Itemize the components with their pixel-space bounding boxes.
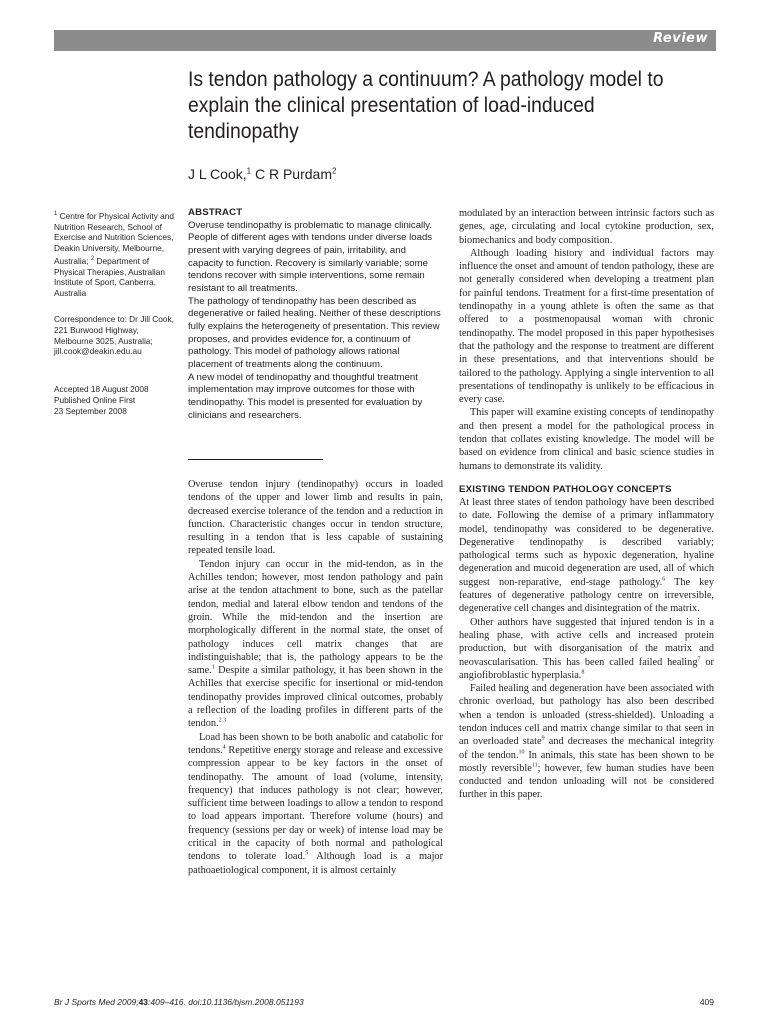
article-title: Is tendon pathology a continuum? A pathology model to explain the clinical presentation of load-induced tendinopathy xyxy=(188,67,664,143)
journal-name: Br J Sports Med xyxy=(54,997,115,1007)
abstract xyxy=(188,207,443,422)
body-paragraph xyxy=(459,616,714,682)
page-number: 409 xyxy=(699,997,714,1007)
author-1-affiliation-ref: 1 xyxy=(246,166,252,176)
affiliation-2: Department of Physical Therapies, Australian Institute of Sport, Canberra, Australia xyxy=(54,255,165,299)
body-column-left xyxy=(188,478,443,877)
citation-ref: 4 xyxy=(222,744,226,751)
text-run: Although load is a major pathoaetiological component, it is almost certainly xyxy=(188,851,444,876)
citation-ref: 5 xyxy=(305,850,309,857)
citation-ref: 6 xyxy=(662,576,666,583)
text-run: Failed healing and degeneration have been associated with chronic overload, but pathology has also been described when a tendon is unloaded (stress-shielded). Unloading a tendon induces cell and matrix change similar to that seen in an overloaded state xyxy=(459,683,714,748)
correspondence-text: Correspondence to: Dr Jill Cook, 221 Burwood Highway, Melbourne 3025, Australia; jill.cook@deakin.edu.au xyxy=(54,314,174,357)
published-online-date: 23 September 2008 xyxy=(54,405,127,416)
abstract-divider xyxy=(188,459,323,460)
author-list xyxy=(188,166,336,182)
affiliation-1: Centre for Physical Activity and Nutrition Research, School of Exercise and Nutrition Sciences, Deakin University, Melbourne, Australia; xyxy=(54,210,175,266)
journal-year: 2009; xyxy=(114,997,139,1007)
author-1: J L Cook, xyxy=(188,166,247,182)
section-heading: EXISTING TENDON PATHOLOGY CONCEPTS xyxy=(459,483,672,495)
citation-ref: 9 xyxy=(541,735,545,742)
text-run: In animals, this state has been shown to be mostly reversible xyxy=(459,749,715,774)
footer-citation xyxy=(54,997,304,1007)
author-2-affiliation-ref: 2 xyxy=(332,166,337,176)
text-run: Other authors have suggested that injured tendon is in a healing phase, with active cells and increased protein production, but with disorganisation of the matrix and neovascularisation. This has been called failed healing xyxy=(459,616,714,668)
text-run: Repetitive energy storage and release and excessive compression appear to be key factors in the onset of tendinopathy. The amount of load (volume, intensity, frequency) that induces pathology is not clear; however, sufficient time between loadings to allow a tendon to respond to load appears important. Therefore volume (hours) and frequency (sessions per day or week) of intense load may be critical in the capacity of both normal and pathological tendons to tolerate load. xyxy=(188,744,443,863)
abstract-paragraph: Overuse tendinopathy is problematic to manage clinically. People of different ages with tendons under diverse loads present with varying degrees of pain, irritability, and capacity to function. Recovery is similarly variable; some tendons recover with simple interventions, some remain resistant to all treatments. xyxy=(188,219,433,294)
journal-volume: 43 xyxy=(138,997,149,1007)
citation-ref: 1 xyxy=(211,664,215,671)
body-paragraph: This paper will examine existing concepts of tendinopathy and then present a model for the pathological process in tendon that collates existing knowledge. The model will be based on evidence from clinical and basic science studies in humans to demonstrate its validity. xyxy=(459,407,714,472)
text-run: and decreases the mechanical integrity of the tendon. xyxy=(459,736,714,761)
citation-ref: 11 xyxy=(531,762,538,769)
text-run: At least three states of tendon pathology have been described to date. Following the demise of a primary inflammatory model, tendinopathy was considered to be degenerative. Degenerative tendinopathy is described variably; pathological terms such as hypoxic degeneration, hyaline degeneration and mucoid degeneration are used, all of which suggest non-reparative, end-stage pathology. xyxy=(459,496,714,588)
body-paragraph xyxy=(188,731,443,877)
section-header-bar xyxy=(54,30,716,51)
body-column-right xyxy=(459,207,714,802)
text-run: Despite a similar pathology, it has been shown in the Achilles that exercise specific for insertional or mid-tendon tendinopathy provides improved clinical outcomes, probably a reflection of the loading profiles in different parts of the tendon. xyxy=(188,665,443,730)
text-run: Tendon injury can occur in the mid-tendon, as in the Achilles tendon; however, most tendon pathology and pain arise at the tendon attachment to bone, such as the patellar tendon, medial and lateral elbow tendon and tendons of the groin. While the mid-tendon and the insertion are morphologically different in the normal state, the onset of pathology induces cell matrix changes that are indistinguishable; that is, the pathology appears to be the same. xyxy=(188,558,443,677)
body-paragraph xyxy=(188,558,443,731)
affiliation-2-marker: 2 xyxy=(90,255,95,262)
abstract-paragraph: The pathology of tendinopathy has been described as degenerative or failed healing. Neither of these descriptions fully explains the heterogeneity of presentation. This review proposes, and provides evidence for, a continuum of pathology. This model of pathology allows rational placement of treatments along the continuum. xyxy=(188,295,441,370)
citation-ref: 10 xyxy=(518,749,525,756)
correspondence xyxy=(54,314,176,357)
abstract-paragraph: A new model of tendinopathy and thoughtful treatment implementation may improve outcomes for those with tendinopathy. This model is presented for evaluation by clinicians and researchers. xyxy=(188,371,423,421)
text-run: or angiofibroblastic hyperplasia. xyxy=(459,656,714,681)
citation-ref: 8 xyxy=(581,669,585,676)
body-paragraph: modulated by an interaction between intrinsic factors such as genes, age, circulating and local cytokine production, sex, biomechanics and body composition. xyxy=(459,208,714,246)
abstract-heading: ABSTRACT xyxy=(188,207,243,218)
body-paragraph: Although loading history and individual factors may influence the onset and amount of tendon pathology, these are not generally considered when developing a treatment plan for painful tendons. Treatment for a first-time presentation of tendinopathy in a young athlete is often the same as that offered to a postmenopausal woman with chronic tendinopathy. The model proposed in this paper hypothesises that the pathology and the response to treatment are different in these presentations, and that interventions should be tailored to the pathology. Applying a single intervention to all presentations of tendinopathy is unlikely to be efficacious in every case. xyxy=(459,247,714,406)
text-run: Load has been shown to be both anabolic and catabolic for tendons. xyxy=(188,731,443,756)
citation-ref: 7 xyxy=(697,656,701,663)
body-paragraph xyxy=(459,496,714,616)
body-paragraph xyxy=(459,682,714,802)
affiliation-1-marker: 1 xyxy=(54,211,58,217)
publication-dates xyxy=(54,384,176,416)
affiliation-text xyxy=(54,209,176,299)
affiliations xyxy=(54,209,176,299)
text-run: The key features of degenerative pathology centre on irreversible, degenerative cell changes and disintegration of the matrix. xyxy=(459,576,714,615)
section-label: Review xyxy=(653,31,708,46)
accepted-date: Accepted 18 August 2008 xyxy=(54,384,149,394)
published-online-label: Published Online First xyxy=(54,394,136,405)
body-paragraph: Overuse tendon injury (tendinopathy) occurs in loaded tendons of the upper and lower limb and results in pain, decreased exercise tolerance of the tendon and a reduction in function. Characteristic changes occur in tendon structure, resulting in a tendon that is less capable of sustaining repeated tensile load. xyxy=(188,479,443,557)
author-2: C R Purdam xyxy=(251,166,332,182)
journal-pages-doi: :409–416. doi:10.1136/bjsm.2008.051193 xyxy=(148,997,304,1007)
citation-ref: 2 3 xyxy=(218,717,227,724)
text-run: ; however, few human studies have been conducted and tendon unloading will not be considered further in this paper. xyxy=(459,762,714,801)
